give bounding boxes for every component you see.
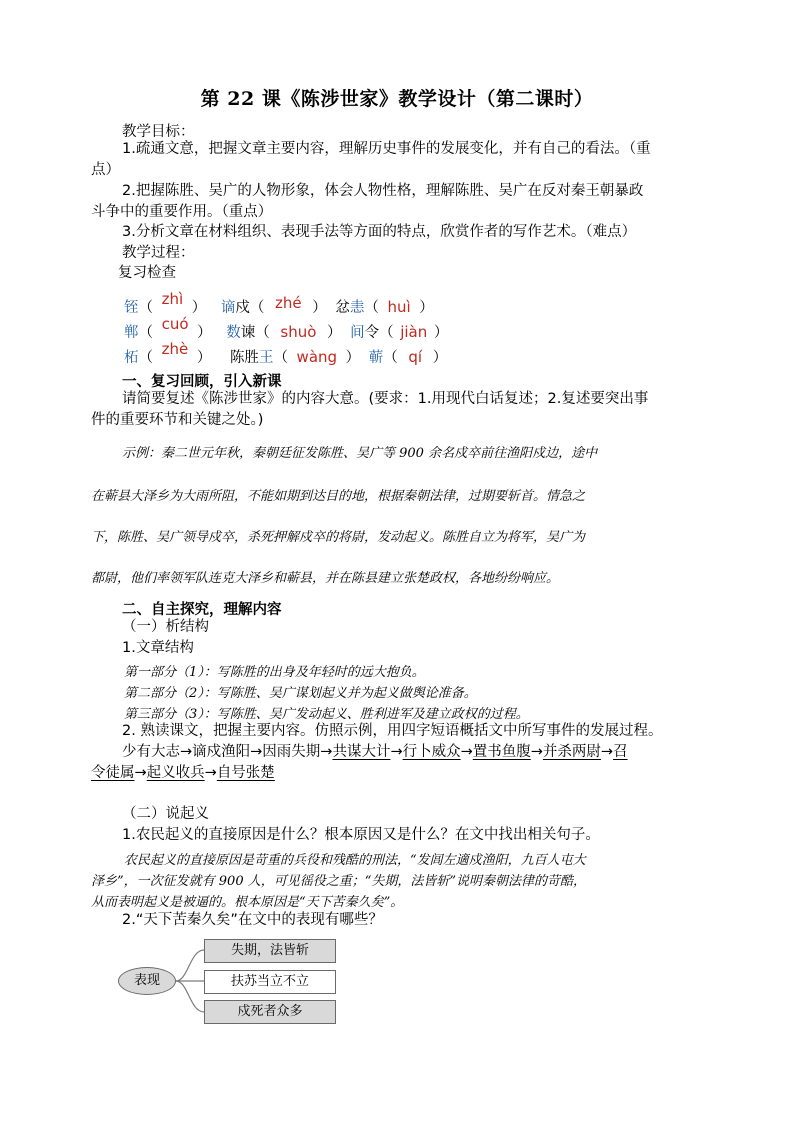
goal-3: 3.分析文章在材料组织、表现手法等方面的特点，欣赏作者的写作艺术。（难点）: [122, 224, 637, 240]
section3-sub2: （二）说起义: [122, 806, 209, 822]
answer-1-line-a: 农民起义的直接原因是苛重的兵役和残酷的刑法，“发闾左適戍渔阳，九百人屯大: [124, 853, 586, 868]
goal-1a: 1.疏通文意，把握文章主要内容，理解历史事件的发展变化，并有自己的看法。（重: [122, 141, 651, 157]
section1-para-a: 请简要复述《陈涉世家》的内容大意。(要求：1.用现代白话复述；2.复述要突出事: [122, 391, 649, 407]
pinyin-row-1: 铚（ zhì ） 谪戍（ zhé ） 忿恚（ huì ）: [124, 290, 434, 316]
structure-part-1: 第一部分（1）：写陈胜的出身及年轻时的远大抱负。: [124, 665, 425, 680]
answer-1-line-c: 从而表明起义是被逼的。根本原因是“天下苦秦久矣”。: [91, 895, 404, 910]
example-line-1: 示例：秦二世元年秋，秦朝廷征发陈胜、吴广等 900 余名戍卒前往渔阳戍边，途中: [122, 446, 598, 461]
question-1: 1.农民起义的直接原因是什么？根本原因又是什么？在文中找出相关句子。: [122, 827, 600, 843]
goal-1b: 点）: [91, 162, 120, 178]
section2-sub1: （一）析结构: [122, 619, 209, 635]
pinyin-row-2: 郸（ cuó ） 数谏（ shuò ） 间令（ jiàn ）: [124, 315, 449, 341]
section1-para-b: 件的重要环节和关键之处。): [91, 412, 264, 428]
section2-heading: 二、自主探究，理解内容: [122, 602, 282, 618]
diagram-branch-3: 戍死者众多: [204, 1000, 336, 1024]
answer-1-line-b: 泽乡”，一次征发就有 900 人，可见徭役之重；“失期，法皆斩”说明秦朝法律的苛酷，: [91, 874, 587, 889]
process-heading: 教学过程：: [122, 245, 195, 261]
example-line-4: 都尉，他们率领军队连克大泽乡和蕲县，并在陈县建立张楚政权，各地纷纷响应。: [91, 571, 560, 586]
goal-2a: 2.把握陈胜、吴广的人物形象，体会人物性格，理解陈胜、吴广在反对秦王朝暴政: [122, 183, 644, 199]
diagram-branch-1: 失期，法皆斩: [204, 939, 336, 963]
goal-2b: 斗争中的重要作用。（重点）: [91, 204, 273, 220]
page-title: 第 22 课《陈涉世家》教学设计（第二课时）: [200, 88, 594, 110]
pinyin-row-3: 柘（ zhè ） 陈胜王（ wàng ） 蕲（ qí ）: [124, 340, 448, 366]
diagram-branch-2: 扶苏当立不立: [204, 970, 336, 994]
event-chain-line-1: 少有大志→谪戍渔阳→因雨失期→共谋大计→行卜威众→置书鱼腹→并杀两尉→召: [122, 744, 628, 760]
section2-item2: 2. 熟读课文，把握主要内容。仿照示例，用四字短语概括文中所写事件的发展过程。: [122, 723, 663, 739]
structure-part-3: 第三部分（3）：写陈胜、吴广发动起义、胜利进军及建立政权的过程。: [124, 707, 529, 722]
event-chain-line-2: 令徒属→起义收兵→自号张楚: [91, 765, 275, 781]
section2-item1: 1.文章结构: [122, 640, 194, 656]
example-line-2: 在蕲县大泽乡为大雨所阻，不能如期到达目的地，根据秦朝法律，过期要斩首。情急之: [91, 489, 586, 504]
goals-heading: 教学目标：: [122, 124, 195, 140]
section1-heading: 一、复习回顾，引入新课: [122, 374, 282, 390]
structure-part-2: 第二部分（2）：写陈胜、吴广谋划起义并为起义做舆论准备。: [124, 686, 477, 701]
review-label: 复习检查: [118, 265, 176, 281]
diagram-root-node: 表现: [118, 967, 176, 995]
example-line-3: 下，陈胜、吴广领导戍卒，杀死押解戍卒的将尉，发动起义。陈胜自立为将军，吴广为: [91, 530, 586, 545]
question-2: 2.“天下苦秦久矣”在文中的表现有哪些？: [122, 912, 383, 928]
